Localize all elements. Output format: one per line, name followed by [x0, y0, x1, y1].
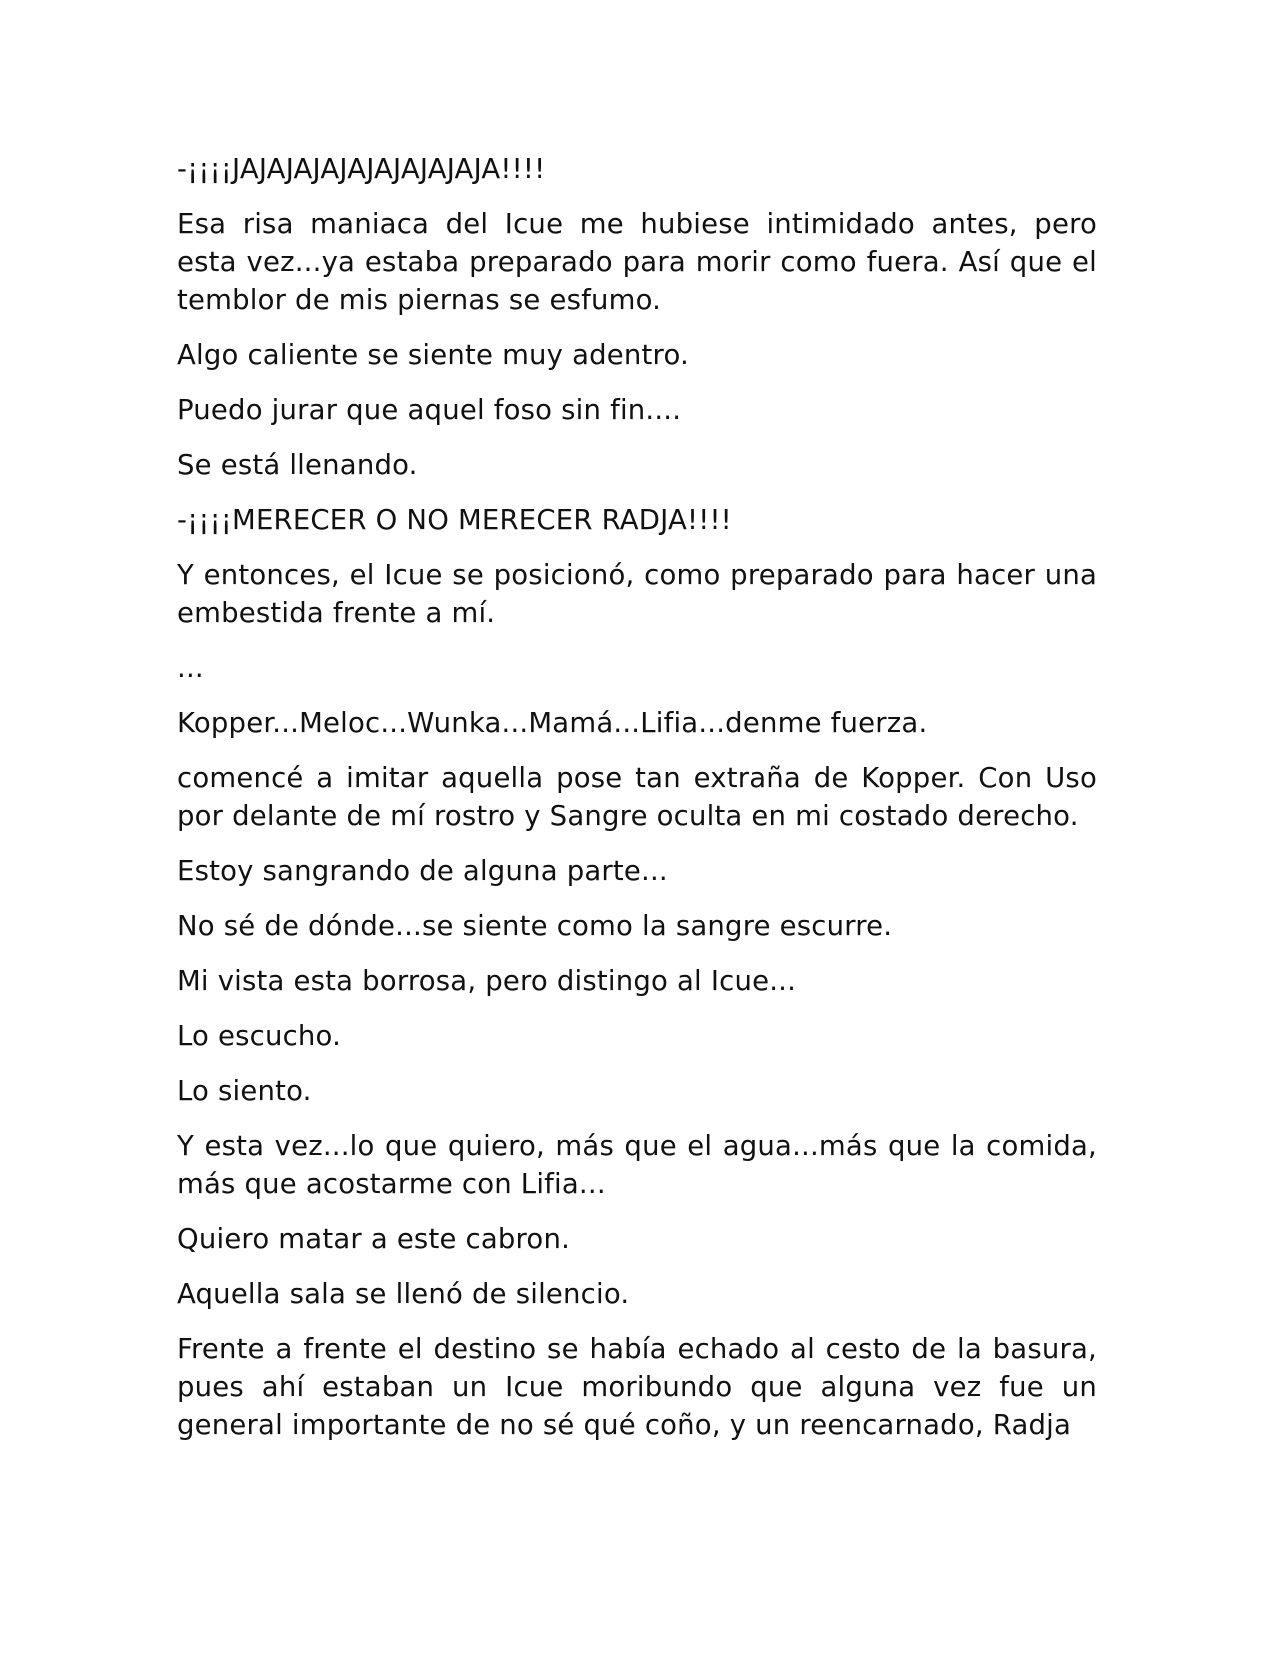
paragraph-names: Kopper...Meloc...Wunka...Mamá...Lifia...denme fuerza. — [177, 707, 928, 739]
paragraph-kill: Quiero matar a este cabron. — [177, 1223, 571, 1255]
paragraph-endless-pit: Puedo jurar que aquel foso sin fin.... — [177, 394, 682, 426]
paragraph-bleeding: Estoy sangrando de alguna parte... — [177, 855, 668, 887]
paragraph-shout: -¡¡¡¡MERECER O NO MERECER RADJA!!!! — [177, 504, 732, 536]
text-body — [177, 150, 1097, 1461]
paragraph-pose: comencé a imitar aquella pose tan extraña de Kopper. Con Uso por delante de mí rostro y Sangre oculta en mi costado derecho. — [177, 762, 1097, 832]
paragraph-laugh: -¡¡¡¡JAJAJAJAJAJAJAJAJAJA!!!! — [177, 153, 546, 185]
paragraph-what-i-want: Y esta vez...lo que quiero, más que el agua...más que la comida, más que acostarme con Lifia... — [177, 1130, 1097, 1200]
paragraph-blurry-vision: Mi vista esta borrosa, pero distingo al Icue... — [177, 965, 797, 997]
paragraph-icue-position: Y entonces, el Icue se posicionó, como preparado para hacer una embestida frente a mí. — [177, 559, 1097, 629]
paragraph-silence: Aquella sala se llenó de silencio. — [177, 1278, 630, 1310]
paragraph-maniac-laugh: Esa risa maniaca del Icue me hubiese intimidado antes, pero esta vez...ya estaba preparado para morir como fuera. Así que el temblor de mis piernas se esfumo. — [177, 208, 1097, 316]
paragraph-ellipsis: ... — [177, 652, 204, 684]
paragraph-face-to-face: Frente a frente el destino se había echado al cesto de la basura, pues ahí estaban un Icue moribundo que alguna vez fue un general importante de no sé qué coño, y un reencarnado, Radja — [177, 1333, 1097, 1441]
paragraph-hear: Lo escucho. — [177, 1020, 342, 1052]
paragraph-blood-drips: No sé de dónde...se siente como la sangre escurre. — [177, 910, 893, 942]
paragraph-filling: Se está llenando. — [177, 449, 418, 481]
paragraph-something-hot: Algo caliente se siente muy adentro. — [177, 339, 689, 371]
paragraph-feel: Lo siento. — [177, 1075, 312, 1107]
